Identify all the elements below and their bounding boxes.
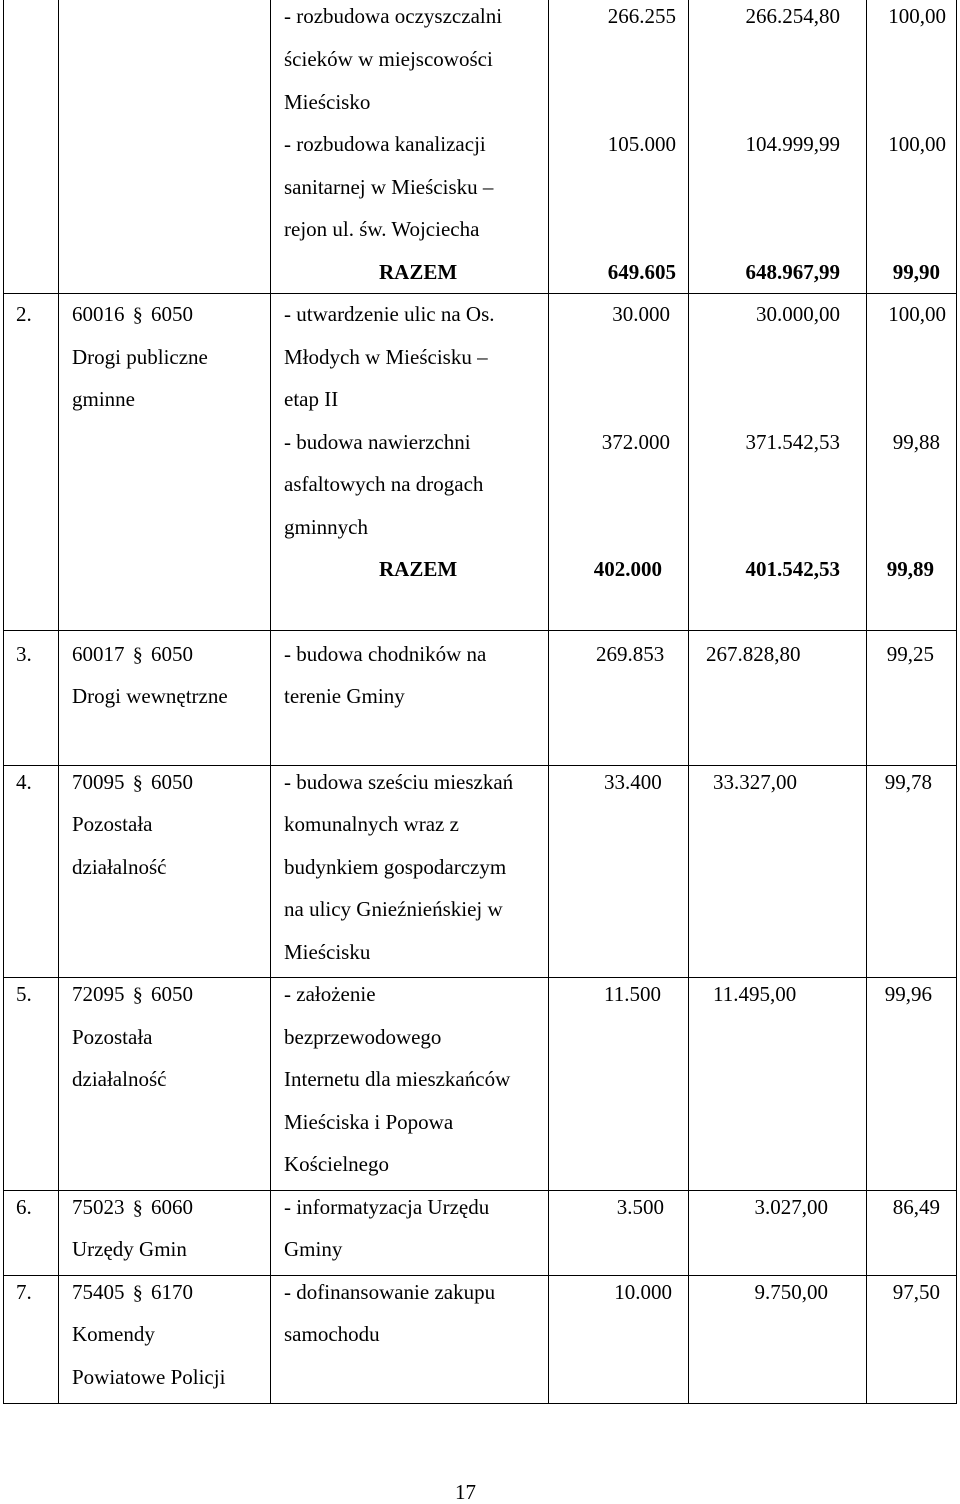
paragraph-code: 6050 (151, 642, 193, 666)
task-description: Mieściska i Popowa (284, 1110, 454, 1134)
task-description: ścieków w miejscowości (284, 47, 493, 71)
paragraph-sign-icon: § (132, 984, 143, 1006)
task-description: rejon ul. św. Wojciecha (284, 217, 480, 241)
plan-value: 105.000 (607, 132, 676, 156)
total-executed: 401.542,53 (745, 557, 840, 581)
table-divider-desc (548, 0, 549, 1404)
percent-value: 100,00 (888, 302, 946, 326)
paragraph-sign-icon: § (132, 1282, 143, 1304)
table-divider-name (270, 0, 271, 1404)
percent-value: 100,00 (888, 132, 946, 156)
percent-value: 100,00 (888, 4, 946, 28)
task-description: Mieścisko (284, 90, 371, 114)
task-description: - dofinansowanie zakupu (284, 1280, 496, 1304)
section-name: Komendy (72, 1322, 155, 1346)
plan-value: 266.255 (607, 4, 676, 28)
plan-value: 11.500 (604, 982, 661, 1006)
percent-value: 97,50 (892, 1280, 940, 1304)
table-border-right (956, 0, 957, 1404)
total-plan: 402.000 (593, 557, 662, 581)
total-label: RAZEM (379, 557, 458, 581)
task-description: komunalnych wraz z (284, 812, 459, 836)
row-divider (3, 1190, 957, 1191)
row-number: 5. (16, 982, 32, 1006)
section-name: Pozostała (72, 812, 153, 836)
table-divider-no (58, 0, 59, 1404)
task-description: Kościelnego (284, 1152, 389, 1176)
row-number: 7. (16, 1280, 32, 1304)
section-name: działalność (72, 1067, 167, 1091)
task-description: Gminy (284, 1237, 343, 1261)
section-name: Powiatowe Policji (72, 1365, 226, 1389)
task-description: gminnych (284, 515, 368, 539)
classification-code (72, 770, 193, 795)
classification-code (72, 642, 193, 667)
classification-code (72, 1280, 193, 1305)
task-description: - rozbudowa oczyszczalni (284, 4, 503, 28)
executed-value: 3.027,00 (754, 1195, 828, 1219)
section-name: gminne (72, 387, 135, 411)
paragraph-sign-icon: § (132, 772, 143, 794)
row-divider (3, 765, 957, 766)
chapter-code: 72095 (72, 982, 125, 1006)
total-plan: 649.605 (607, 260, 676, 284)
plan-value: 30.000 (612, 302, 670, 326)
executed-value: 9.750,00 (754, 1280, 828, 1304)
executed-value: 371.542,53 (745, 430, 840, 454)
row-number: 4. (16, 770, 32, 794)
page-number: 17 (455, 1480, 476, 1504)
task-description: - informatyzacja Urzędu (284, 1195, 490, 1219)
task-description: - budowa nawierzchni (284, 430, 471, 454)
table-border-left (3, 0, 4, 1404)
task-description: budynkiem gospodarczym (284, 855, 507, 879)
executed-value: 266.254,80 (745, 4, 840, 28)
row-divider (3, 977, 957, 978)
section-name: działalność (72, 855, 167, 879)
task-description: - budowa sześciu mieszkań (284, 770, 514, 794)
executed-value: 104.999,99 (745, 132, 840, 156)
paragraph-sign-icon: § (132, 1197, 143, 1219)
percent-value: 99,88 (892, 430, 940, 454)
executed-value: 11.495,00 (713, 982, 797, 1006)
plan-value: 3.500 (616, 1195, 664, 1219)
task-description: Mieścisku (284, 940, 371, 964)
plan-value: 10.000 (614, 1280, 672, 1304)
row-number: 2. (16, 302, 32, 326)
chapter-code: 75023 (72, 1195, 125, 1219)
percent-value: 99,96 (884, 982, 932, 1006)
paragraph-code: 6060 (151, 1195, 193, 1219)
task-description: - utwardzenie ulic na Os. (284, 302, 495, 326)
paragraph-sign-icon: § (132, 644, 143, 666)
row-divider (3, 1275, 957, 1276)
percent-value: 86,49 (892, 1195, 940, 1219)
plan-value: 33.400 (604, 770, 662, 794)
task-description: - rozbudowa kanalizacji (284, 132, 486, 156)
classification-code (72, 982, 193, 1007)
total-executed: 648.967,99 (745, 260, 840, 284)
task-description: asfaltowych na drogach (284, 472, 484, 496)
table-divider-wyk (866, 0, 867, 1404)
paragraph-code: 6050 (151, 770, 193, 794)
task-description: terenie Gminy (284, 684, 405, 708)
task-description: samochodu (284, 1322, 380, 1346)
task-description: - budowa chodników na (284, 642, 487, 666)
row-divider (3, 630, 957, 631)
paragraph-code: 6170 (151, 1280, 193, 1304)
plan-value: 269.853 (596, 642, 665, 666)
plan-value: 372.000 (601, 430, 670, 454)
executed-value: 30.000,00 (756, 302, 840, 326)
table-border-bottom (3, 1403, 957, 1404)
task-description: Internetu dla mieszkańców (284, 1067, 511, 1091)
total-percent: 99,89 (886, 557, 934, 581)
paragraph-sign-icon: § (132, 304, 143, 326)
classification-code (72, 1195, 193, 1220)
executed-value: 33.327,00 (713, 770, 797, 794)
percent-value: 99,78 (884, 770, 932, 794)
total-percent: 99,90 (892, 260, 940, 284)
chapter-code: 60016 (72, 302, 125, 326)
task-description: sanitarnej w Mieścisku – (284, 175, 494, 199)
section-name: Drogi publiczne (72, 345, 208, 369)
chapter-code: 60017 (72, 642, 125, 666)
row-number: 6. (16, 1195, 32, 1219)
chapter-code: 75405 (72, 1280, 125, 1304)
task-description: etap II (284, 387, 339, 411)
chapter-code: 70095 (72, 770, 125, 794)
task-description: Młodych w Mieścisku – (284, 345, 488, 369)
total-label: RAZEM (379, 260, 458, 284)
table-divider-plan (688, 0, 689, 1404)
row-divider (3, 293, 957, 294)
task-description: bezprzewodowego (284, 1025, 442, 1049)
percent-value: 99,25 (886, 642, 934, 666)
section-name: Urzędy Gmin (72, 1237, 187, 1261)
executed-value: 267.828,80 (706, 642, 801, 666)
row-number: 3. (16, 642, 32, 666)
paragraph-code: 6050 (151, 302, 193, 326)
task-description: - założenie (284, 982, 376, 1006)
task-description: na ulicy Gnieźnieńskiej w (284, 897, 503, 921)
classification-code (72, 302, 193, 327)
paragraph-code: 6050 (151, 982, 193, 1006)
section-name: Pozostała (72, 1025, 153, 1049)
section-name: Drogi wewnętrzne (72, 684, 228, 708)
